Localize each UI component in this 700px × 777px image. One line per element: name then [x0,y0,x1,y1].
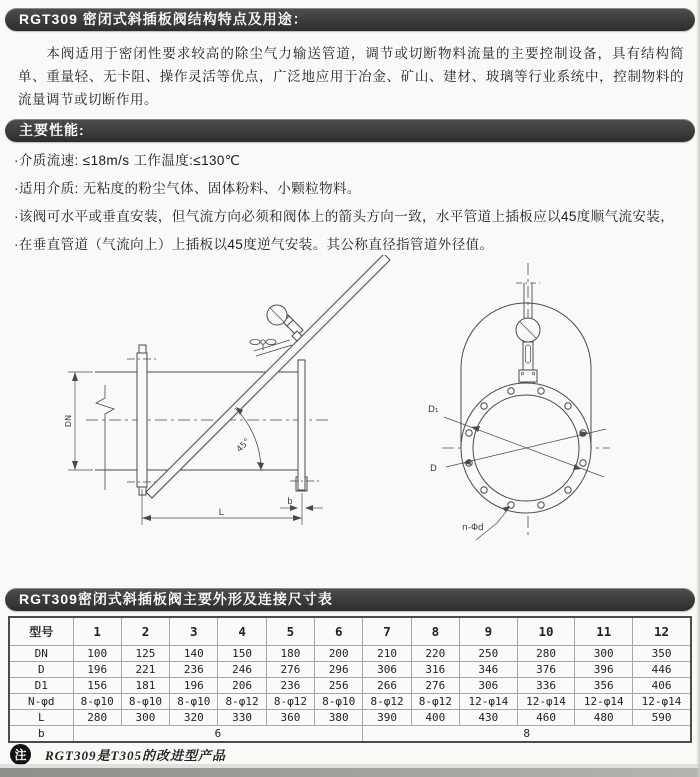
performance-bullets [14,147,690,259]
dimension-table [8,616,692,743]
l-dimension-label: L [218,508,224,518]
technical-drawings [0,255,700,585]
row-label-cell: D [9,662,73,678]
scan-edge-shadow [0,768,700,777]
table-cell: 12-φ14 [633,694,691,710]
table-body [9,646,691,743]
table-cell: 400 [411,710,459,726]
table-cell: 296 [315,662,363,678]
table-cell: 280 [517,646,575,662]
model-number-cell: 9 [460,617,518,646]
table-span-cell: 8 [363,726,691,743]
table-row [9,678,691,694]
table-cell: 300 [575,646,633,662]
table-cell: 280 [73,710,121,726]
b-dimension-label: b [287,497,293,507]
row-label-cell: b [9,726,73,743]
row-label-cell: N-φd [9,694,73,710]
table-cell: 430 [460,710,518,726]
model-number-cell: 8 [411,617,459,646]
table-cell: 356 [575,678,633,694]
valve-drawing-svg [0,255,700,585]
table-cell: 316 [411,662,459,678]
model-number-cell: 7 [363,617,411,646]
dimension-table-wrap [8,616,692,743]
side-view-drawing [68,255,390,525]
footnote [10,744,226,765]
table-cell: 380 [315,710,363,726]
table-cell: 350 [633,646,691,662]
table-cell: 8-φ12 [363,694,411,710]
row-label-cell: DN [9,646,73,662]
model-number-cell: 6 [315,617,363,646]
table-cell: 480 [575,710,633,726]
table-cell: 12-φ14 [575,694,633,710]
model-number-cell: 1 [73,617,121,646]
bolt-pattern-label: n-Φd [462,523,484,533]
row-label-cell: D1 [9,678,73,694]
dn-dimension-label: DN [64,414,73,428]
table-cell: 590 [633,710,691,726]
table-cell: 8-φ10 [73,694,121,710]
table-cell: 12-φ14 [460,694,518,710]
bullet-item: ·适用介质: 无粘度的粉尘气体、固体粉料、小颗粒物料。 [14,181,361,196]
bullet-item: ·该阀可水平或垂直安装，但气流方向必须和阀体上的箭头方向一致，水平管道上插板应以45度顺气流安装， [14,209,675,224]
table-cell: 140 [170,646,218,662]
table-header-row [9,617,691,646]
model-number-cell: 12 [633,617,691,646]
d-dimension-label: D [430,464,437,474]
model-number-cell: 4 [218,617,266,646]
model-number-cell: 10 [517,617,575,646]
table-cell: 236 [170,662,218,678]
table-cell: 221 [121,662,169,678]
table-cell: 346 [460,662,518,678]
table-corner-cell: 型号 [9,617,73,646]
note-badge: 注 [10,744,31,765]
table-cell: 12-φ14 [517,694,575,710]
model-number-cell: 11 [575,617,633,646]
table-row-b [9,726,691,743]
bullet-item: ·介质流速: ≤18m/s 工作温度:≤130℃ [14,153,241,168]
table-cell: 8-φ10 [121,694,169,710]
angle-45-label: 45° [234,436,253,455]
table-cell: 306 [460,678,518,694]
table-cell: 300 [121,710,169,726]
table-cell: 220 [411,646,459,662]
table-cell: 196 [73,662,121,678]
table-cell: 8-φ12 [411,694,459,710]
table-cell: 320 [170,710,218,726]
table-cell: 125 [121,646,169,662]
scan-edge-right [696,0,700,777]
note-text: RGT309是T305的改进型产品 [45,748,226,763]
row-label-cell: L [9,710,73,726]
table-cell: 8-φ12 [218,694,266,710]
table-cell: 446 [633,662,691,678]
table-cell: 390 [363,710,411,726]
section-header-features: RGT309 密闭式斜插板阀结构特点及用途： [5,8,695,31]
table-cell: 210 [363,646,411,662]
drawing-labels [64,405,484,533]
table-cell: 330 [218,710,266,726]
section-header-performance: 主要性能: [5,119,695,142]
d1-dimension-label: D₁ [428,405,439,415]
table-cell: 360 [266,710,314,726]
model-number-cell: 2 [121,617,169,646]
table-cell: 8-φ10 [315,694,363,710]
table-cell: 206 [218,678,266,694]
table-cell: 180 [266,646,314,662]
table-cell: 276 [411,678,459,694]
table-cell: 246 [218,662,266,678]
table-row [9,694,691,710]
table-cell: 406 [633,678,691,694]
table-cell: 256 [315,678,363,694]
table-cell: 336 [517,678,575,694]
table-row [9,710,691,726]
table-cell: 396 [575,662,633,678]
table-row [9,662,691,678]
table-cell: 196 [170,678,218,694]
table-cell: 8-φ10 [170,694,218,710]
model-number-cell: 3 [170,617,218,646]
table-span-cell: 6 [73,726,363,743]
table-cell: 100 [73,646,121,662]
table-cell: 276 [266,662,314,678]
table-cell: 156 [73,678,121,694]
table-cell: 376 [517,662,575,678]
intro-paragraph: 本阀适用于密闭性要求较高的除尘气力输送管道，调节或切断物料流量的主要控制设备，具有结构简单、重量轻、无卡阻、操作灵活等优点，广泛地应用于冶金、矿山、建材、玻璃等行业系统中，控制物料的流量调节或切断作用。 [18,46,684,107]
table-cell: 236 [266,678,314,694]
table-cell: 150 [218,646,266,662]
front-view-drawing [442,263,610,540]
table-cell: 8-φ12 [266,694,314,710]
bullet-item: ·在垂直管道（气流向上）上插板以45度逆气安装。其公称直径指管道外径值。 [14,237,494,252]
table-cell: 200 [315,646,363,662]
table-cell: 306 [363,662,411,678]
table-cell: 181 [121,678,169,694]
model-number-cell: 5 [266,617,314,646]
table-cell: 250 [460,646,518,662]
table-cell: 460 [517,710,575,726]
section-header-dimension-table: RGT309密闭式斜插板阀主要外形及连接尺寸表 [5,588,695,611]
table-row [9,646,691,662]
table-cell: 266 [363,678,411,694]
